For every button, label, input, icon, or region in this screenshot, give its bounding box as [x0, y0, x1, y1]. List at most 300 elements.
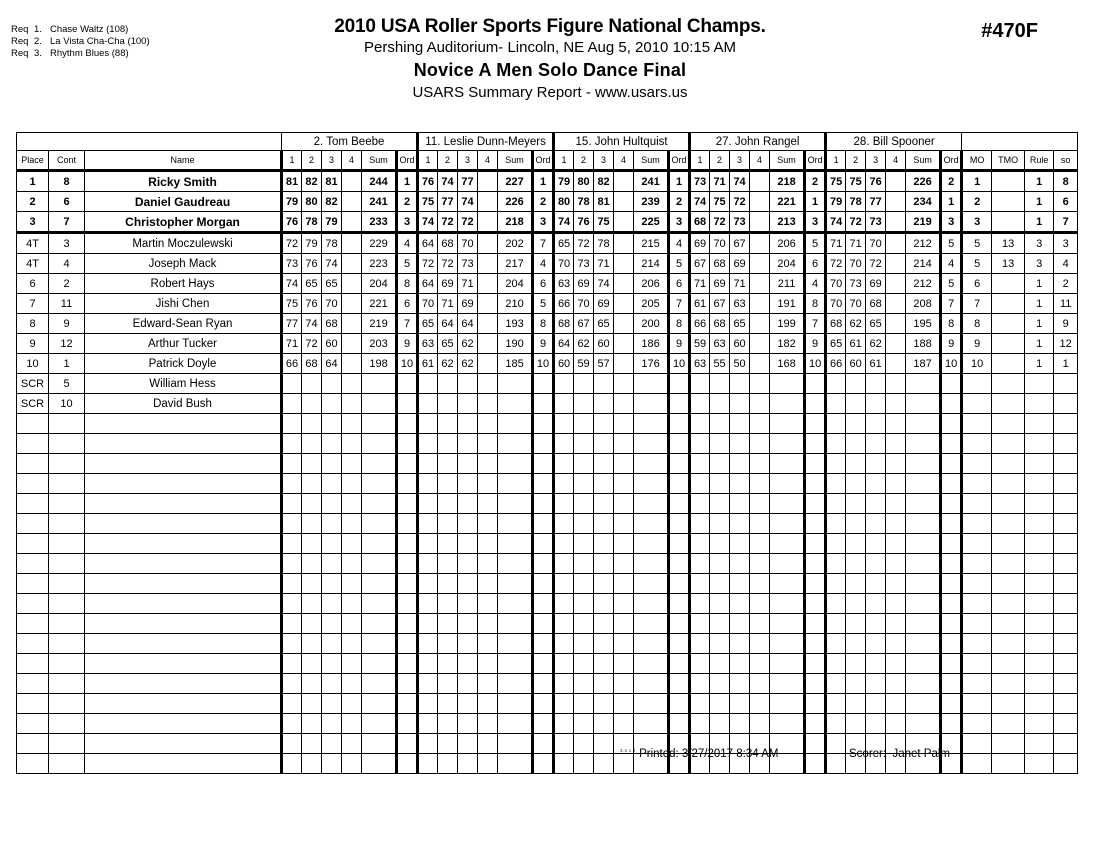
judge-3-ord	[669, 694, 690, 714]
judge-3-score-4	[614, 334, 634, 354]
judge-5-score-1	[826, 634, 846, 654]
judge-3-score-1	[554, 374, 574, 394]
judge-2-sum	[498, 394, 533, 414]
judge-5-ord	[941, 514, 962, 534]
judge-1-score-4	[342, 233, 362, 254]
judge-5-sum	[906, 694, 941, 714]
judge-1-sum	[362, 694, 397, 714]
mo-cell	[962, 694, 992, 714]
judge-4-score-1	[690, 494, 710, 514]
table-row[interactable]	[17, 534, 1078, 554]
judge-1-ord: 3	[397, 212, 418, 233]
judge-1-ord	[397, 434, 418, 454]
tmo-cell: 13	[992, 233, 1025, 254]
cont-cell: 7	[49, 212, 85, 233]
judge-3-subheader-4: 4	[614, 151, 634, 171]
table-row[interactable]	[17, 274, 1078, 294]
judge-1-sum: 221	[362, 294, 397, 314]
skater-name-cell: Ricky Smith	[85, 171, 282, 192]
judge-4-score-3	[730, 394, 750, 414]
place-cell	[17, 574, 49, 594]
cont-cell	[49, 534, 85, 554]
cont-cell	[49, 494, 85, 514]
judge-3-score-3	[594, 434, 614, 454]
judge-4-score-2	[710, 694, 730, 714]
tmo-cell	[992, 694, 1025, 714]
judge-3-score-1	[554, 674, 574, 694]
judge-4-score-1	[690, 674, 710, 694]
requirement-text: Rhythm Blues (88)	[50, 48, 129, 60]
tmo-cell	[992, 454, 1025, 474]
judge-5-score-3	[866, 514, 886, 534]
so-cell	[1054, 554, 1078, 574]
judge-3-sum: 205	[634, 294, 669, 314]
mo-cell: 10	[962, 354, 992, 374]
judge-5-score-2	[846, 514, 866, 534]
judge-2-sum: 226	[498, 192, 533, 212]
table-row[interactable]	[17, 374, 1078, 394]
table-row[interactable]	[17, 171, 1078, 192]
judge-1-ord: 8	[397, 274, 418, 294]
place-cell	[17, 534, 49, 554]
cont-cell	[49, 754, 85, 774]
judge-3-score-1	[554, 474, 574, 494]
judge-5-score-4	[886, 212, 906, 233]
judge-1-score-1	[282, 574, 302, 594]
judge-3-score-4	[614, 714, 634, 734]
judge-1-subheader-1: 1	[282, 151, 302, 171]
requirement-text: La Vista Cha-Cha (100)	[50, 36, 150, 48]
judge-band-tail-spacer	[962, 133, 1078, 151]
table-row[interactable]	[17, 192, 1078, 212]
judge-4-ord: 5	[805, 233, 826, 254]
judge-2-score-4	[478, 374, 498, 394]
judge-5-score-3	[866, 674, 886, 694]
judge-2-score-2	[438, 494, 458, 514]
mo-cell	[962, 414, 992, 434]
column-header-name: Name	[85, 151, 282, 171]
table-row[interactable]	[17, 614, 1078, 634]
judge-4-score-1: 69	[690, 233, 710, 254]
tmo-cell	[992, 374, 1025, 394]
judge-1-score-1	[282, 554, 302, 574]
judge-4-ord	[805, 454, 826, 474]
table-row[interactable]	[17, 714, 1078, 734]
judge-4-ord	[805, 414, 826, 434]
judge-3-subheader-1: 1	[554, 151, 574, 171]
judge-3-ord	[669, 434, 690, 454]
judge-3-score-4	[614, 414, 634, 434]
judge-3-score-1: 80	[554, 192, 574, 212]
table-row[interactable]	[17, 212, 1078, 233]
judge-3-ord: 6	[669, 274, 690, 294]
table-row[interactable]	[17, 294, 1078, 314]
cont-cell	[49, 454, 85, 474]
judge-3-sum	[634, 574, 669, 594]
mo-cell	[962, 714, 992, 734]
judge-3-ord: 4	[669, 233, 690, 254]
judge-2-sum	[498, 494, 533, 514]
judge-2-score-3: 77	[458, 171, 478, 192]
judge-5-score-3	[866, 554, 886, 574]
requirement-keyword: Req	[11, 48, 29, 60]
table-row[interactable]	[17, 254, 1078, 274]
tmo-cell	[992, 754, 1025, 774]
judge-1-ord	[397, 614, 418, 634]
judge-1-score-2	[302, 594, 322, 614]
place-cell: 10	[17, 354, 49, 374]
tmo-cell	[992, 394, 1025, 414]
so-cell	[1054, 394, 1078, 414]
judge-5-ord	[941, 414, 962, 434]
so-cell: 8	[1054, 171, 1078, 192]
judge-4-score-4	[750, 474, 770, 494]
judge-4-ord: 7	[805, 314, 826, 334]
judge-2-sum	[498, 474, 533, 494]
judge-1-score-3	[322, 734, 342, 754]
judge-4-score-4	[750, 254, 770, 274]
judge-1-subheader-4: 4	[342, 151, 362, 171]
judge-5-ord	[941, 574, 962, 594]
judge-2-score-3	[458, 434, 478, 454]
page-title: 2010 USA Roller Sports Figure National Champs.	[334, 16, 766, 37]
judge-4-score-2	[710, 674, 730, 694]
judge-5-score-1	[826, 554, 846, 574]
table-row[interactable]	[17, 654, 1078, 674]
table-row[interactable]	[17, 694, 1078, 714]
judge-5-score-4	[886, 334, 906, 354]
judge-4-ord	[805, 434, 826, 454]
mo-cell	[962, 374, 992, 394]
rule-cell: 1	[1025, 192, 1054, 212]
judge-5-score-1	[826, 714, 846, 734]
place-cell	[17, 754, 49, 774]
so-cell	[1054, 494, 1078, 514]
skater-name-cell	[85, 674, 282, 694]
judge-4-ord	[805, 654, 826, 674]
judge-5-sum	[906, 574, 941, 594]
judge-1-score-3: 78	[322, 233, 342, 254]
judge-5-score-3: 62	[866, 334, 886, 354]
judge-2-sum	[498, 594, 533, 614]
place-cell: 4T	[17, 233, 49, 254]
judge-5-ord	[941, 474, 962, 494]
judge-2-score-4	[478, 514, 498, 534]
skater-name-cell	[85, 754, 282, 774]
judge-3-score-1: 68	[554, 314, 574, 334]
judge-3-score-3: 82	[594, 171, 614, 192]
judge-4-ord	[805, 594, 826, 614]
judge-2-score-3: 73	[458, 254, 478, 274]
judge-3-score-2	[574, 434, 594, 454]
cont-cell: 2	[49, 274, 85, 294]
judge-1-score-1	[282, 474, 302, 494]
judge-4-score-4	[750, 674, 770, 694]
judge-1-score-2	[302, 374, 322, 394]
rule-cell: 1	[1025, 354, 1054, 374]
judge-3-score-2: 78	[574, 192, 594, 212]
judge-3-subheader-3: 3	[594, 151, 614, 171]
so-cell	[1054, 474, 1078, 494]
judge-1-sum: 244	[362, 171, 397, 192]
judge-1-sum	[362, 374, 397, 394]
printed-label: Printed:	[639, 748, 679, 760]
judge-3-score-1: 64	[554, 334, 574, 354]
table-row[interactable]	[17, 354, 1078, 374]
judge-5-score-1: 79	[826, 192, 846, 212]
judge-4-score-1	[690, 554, 710, 574]
judge-5-score-4	[886, 314, 906, 334]
table-row[interactable]	[17, 514, 1078, 534]
judge-5-subheader-2: 2	[846, 151, 866, 171]
judge-2-ord: 8	[533, 314, 554, 334]
judge-3-score-3	[594, 474, 614, 494]
judge-1-sum: 219	[362, 314, 397, 334]
judge-3-score-1	[554, 534, 574, 554]
judge-3-score-3	[594, 454, 614, 474]
judge-5-sum	[906, 434, 941, 454]
scoresheet	[16, 132, 1072, 774]
judge-1-score-4	[342, 394, 362, 414]
table-row[interactable]	[17, 334, 1078, 354]
table-row[interactable]	[17, 314, 1078, 334]
rule-cell	[1025, 554, 1054, 574]
tmo-cell	[992, 674, 1025, 694]
so-cell	[1054, 454, 1078, 474]
skater-name-cell	[85, 554, 282, 574]
rule-cell	[1025, 534, 1054, 554]
judge-2-sum: 217	[498, 254, 533, 274]
judge-2-score-3	[458, 374, 478, 394]
judge-3-score-4	[614, 454, 634, 474]
judge-1-subheader-sum: Sum	[362, 151, 397, 171]
judge-4-score-1	[690, 454, 710, 474]
judge-2-ord	[533, 514, 554, 534]
judge-1-score-4	[342, 574, 362, 594]
judge-3-score-2: 70	[574, 294, 594, 314]
judge-5-sum: 234	[906, 192, 941, 212]
judge-5-score-2	[846, 634, 866, 654]
judge-5-sum: 187	[906, 354, 941, 374]
judge-5-score-3	[866, 714, 886, 734]
judge-5-score-3	[866, 394, 886, 414]
judge-3-ord: 3	[669, 212, 690, 233]
place-cell	[17, 494, 49, 514]
judge-1-score-4	[342, 354, 362, 374]
judge-1-score-2	[302, 694, 322, 714]
judge-5-score-1	[826, 654, 846, 674]
judge-3-ord: 7	[669, 294, 690, 314]
judge-1-score-1	[282, 394, 302, 414]
table-row[interactable]	[17, 434, 1078, 454]
judge-5-subheader-3: 3	[866, 151, 886, 171]
judge-3-score-3	[594, 754, 614, 774]
judge-3-score-2	[574, 634, 594, 654]
judge-4-sum: 199	[770, 314, 805, 334]
judge-5-score-3	[866, 454, 886, 474]
judge-1-score-1: 77	[282, 314, 302, 334]
judge-4-score-1: 67	[690, 254, 710, 274]
judge-3-score-3: 69	[594, 294, 614, 314]
judge-1-score-3: 60	[322, 334, 342, 354]
judge-2-score-2	[438, 454, 458, 474]
table-row[interactable]	[17, 454, 1078, 474]
judge-4-score-4	[750, 494, 770, 514]
judge-4-ord: 6	[805, 254, 826, 274]
table-row[interactable]	[17, 554, 1078, 574]
table-row[interactable]	[17, 414, 1078, 434]
judge-5-score-1: 72	[826, 254, 846, 274]
judge-4-ord	[805, 494, 826, 514]
judge-1-score-2: 78	[302, 212, 322, 233]
judge-4-score-1: 66	[690, 314, 710, 334]
judge-2-score-2	[438, 554, 458, 574]
judge-1-score-3	[322, 614, 342, 634]
judge-2-score-3	[458, 674, 478, 694]
judge-1-score-2: 82	[302, 171, 322, 192]
judge-5-ord	[941, 714, 962, 734]
judge-4-sum: 204	[770, 254, 805, 274]
judge-2-ord	[533, 554, 554, 574]
judge-2-score-3	[458, 394, 478, 414]
rule-cell	[1025, 734, 1054, 754]
judge-header: 11. Leslie Dunn-Meyers	[418, 133, 554, 151]
judge-3-score-2	[574, 754, 594, 774]
judge-2-subheader-1: 1	[418, 151, 438, 171]
judge-3-sum	[634, 374, 669, 394]
judge-1-score-1: 73	[282, 254, 302, 274]
mo-cell	[962, 534, 992, 554]
judge-3-score-3	[594, 394, 614, 414]
judge-1-score-3	[322, 714, 342, 734]
judge-2-ord	[533, 734, 554, 754]
judge-1-score-4	[342, 374, 362, 394]
judge-1-sum	[362, 654, 397, 674]
cont-cell: 1	[49, 354, 85, 374]
so-cell: 11	[1054, 294, 1078, 314]
judge-5-score-4	[886, 694, 906, 714]
table-row[interactable]	[17, 674, 1078, 694]
judge-1-score-2: 68	[302, 354, 322, 374]
judge-2-ord: 10	[533, 354, 554, 374]
judge-1-score-4	[342, 414, 362, 434]
judge-5-score-3	[866, 594, 886, 614]
judge-5-ord	[941, 394, 962, 414]
judge-1-ord	[397, 654, 418, 674]
judge-3-score-2: 76	[574, 212, 594, 233]
judge-2-sum: 202	[498, 233, 533, 254]
judge-4-subheader-ord: Ord	[805, 151, 826, 171]
judge-4-ord: 9	[805, 334, 826, 354]
judge-4-score-1: 61	[690, 294, 710, 314]
place-cell: 7	[17, 294, 49, 314]
judge-4-score-3	[730, 454, 750, 474]
judge-5-ord	[941, 614, 962, 634]
column-header-so: so	[1054, 151, 1078, 171]
cont-cell	[49, 514, 85, 534]
judge-5-score-4	[886, 714, 906, 734]
judge-3-score-1: 65	[554, 233, 574, 254]
so-cell	[1054, 754, 1078, 774]
table-row[interactable]	[17, 474, 1078, 494]
table-row[interactable]	[17, 494, 1078, 514]
judge-3-sum: 176	[634, 354, 669, 374]
judge-1-score-1: 75	[282, 294, 302, 314]
judge-3-score-2: 67	[574, 314, 594, 334]
judge-1-ord	[397, 374, 418, 394]
judge-1-score-1: 71	[282, 334, 302, 354]
judge-2-score-4	[478, 294, 498, 314]
judge-5-score-4	[886, 454, 906, 474]
tmo-cell	[992, 654, 1025, 674]
judge-5-score-4	[886, 554, 906, 574]
judge-5-score-3	[866, 694, 886, 714]
table-body	[17, 171, 1078, 774]
rule-cell	[1025, 654, 1054, 674]
judge-5-score-1	[826, 754, 846, 774]
judge-2-score-3: 64	[458, 314, 478, 334]
judge-2-ord	[533, 434, 554, 454]
judge-1-score-1	[282, 454, 302, 474]
judge-3-score-1: 70	[554, 254, 574, 274]
table-row[interactable]	[17, 594, 1078, 614]
judge-4-score-4	[750, 454, 770, 474]
judge-4-score-3	[730, 554, 750, 574]
judge-2-ord	[533, 574, 554, 594]
judge-3-score-4	[614, 674, 634, 694]
judge-1-ord	[397, 714, 418, 734]
skater-name-cell	[85, 634, 282, 654]
requirement-keyword: Req	[11, 36, 29, 48]
skater-name-cell	[85, 714, 282, 734]
judge-2-score-4	[478, 454, 498, 474]
judge-1-sum	[362, 594, 397, 614]
judge-2-score-4	[478, 233, 498, 254]
judge-1-score-3	[322, 474, 342, 494]
tmo-cell	[992, 614, 1025, 634]
table-row[interactable]	[17, 394, 1078, 414]
judge-3-score-2: 69	[574, 274, 594, 294]
judge-3-ord: 9	[669, 334, 690, 354]
judge-1-subheader-ord: Ord	[397, 151, 418, 171]
rule-cell	[1025, 434, 1054, 454]
judge-4-sum: 182	[770, 334, 805, 354]
judge-4-ord: 1	[805, 192, 826, 212]
judge-5-score-1: 66	[826, 354, 846, 374]
table-row[interactable]	[17, 233, 1078, 254]
judge-4-score-3: 63	[730, 294, 750, 314]
requirement-keyword: Req	[11, 24, 29, 35]
judge-5-score-3: 77	[866, 192, 886, 212]
judge-3-score-2	[574, 734, 594, 754]
judge-1-score-3	[322, 754, 342, 774]
judge-3-score-1	[554, 434, 574, 454]
rule-cell	[1025, 754, 1054, 774]
tmo-cell	[992, 334, 1025, 354]
judge-2-score-3	[458, 554, 478, 574]
judge-3-score-2	[574, 374, 594, 394]
judge-2-score-1: 64	[418, 274, 438, 294]
judge-2-ord	[533, 454, 554, 474]
mo-cell	[962, 634, 992, 654]
judge-1-score-1	[282, 614, 302, 634]
judge-3-score-4	[614, 314, 634, 334]
judge-4-ord	[805, 394, 826, 414]
table-row[interactable]	[17, 574, 1078, 594]
table-row[interactable]	[17, 634, 1078, 654]
skater-name-cell	[85, 694, 282, 714]
so-cell	[1054, 614, 1078, 634]
